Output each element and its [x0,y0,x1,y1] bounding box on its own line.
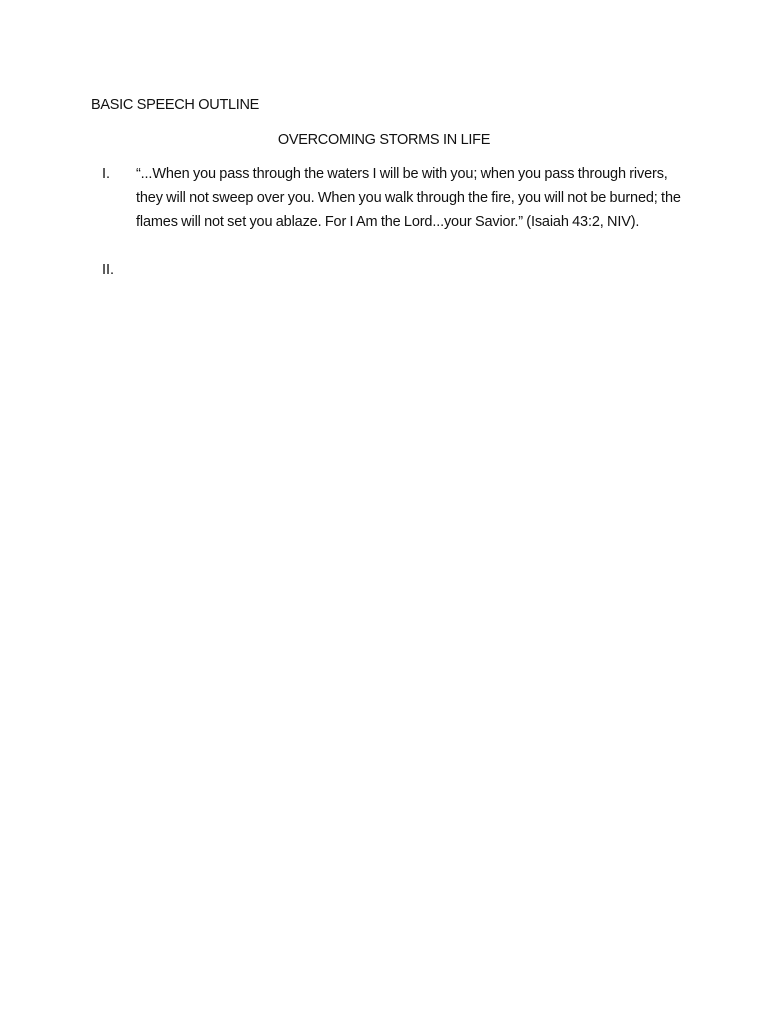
outline-numeral: II. [102,262,115,278]
outline-text: “...When you pass through the waters I will be with you; when you pass through rivers, they will not sweep over you. When you walk through the fire, you will not be burned; the flames will not set you ablaze. For I Am the Lord...your Savior.” (Isaiah 43:2, NIV). [136,166,681,230]
document-title: OVERCOMING STORMS IN LIFE [277,132,491,148]
document-heading: BASIC SPEECH OUTLINE [91,97,260,113]
outline-numeral: I. [102,166,111,182]
